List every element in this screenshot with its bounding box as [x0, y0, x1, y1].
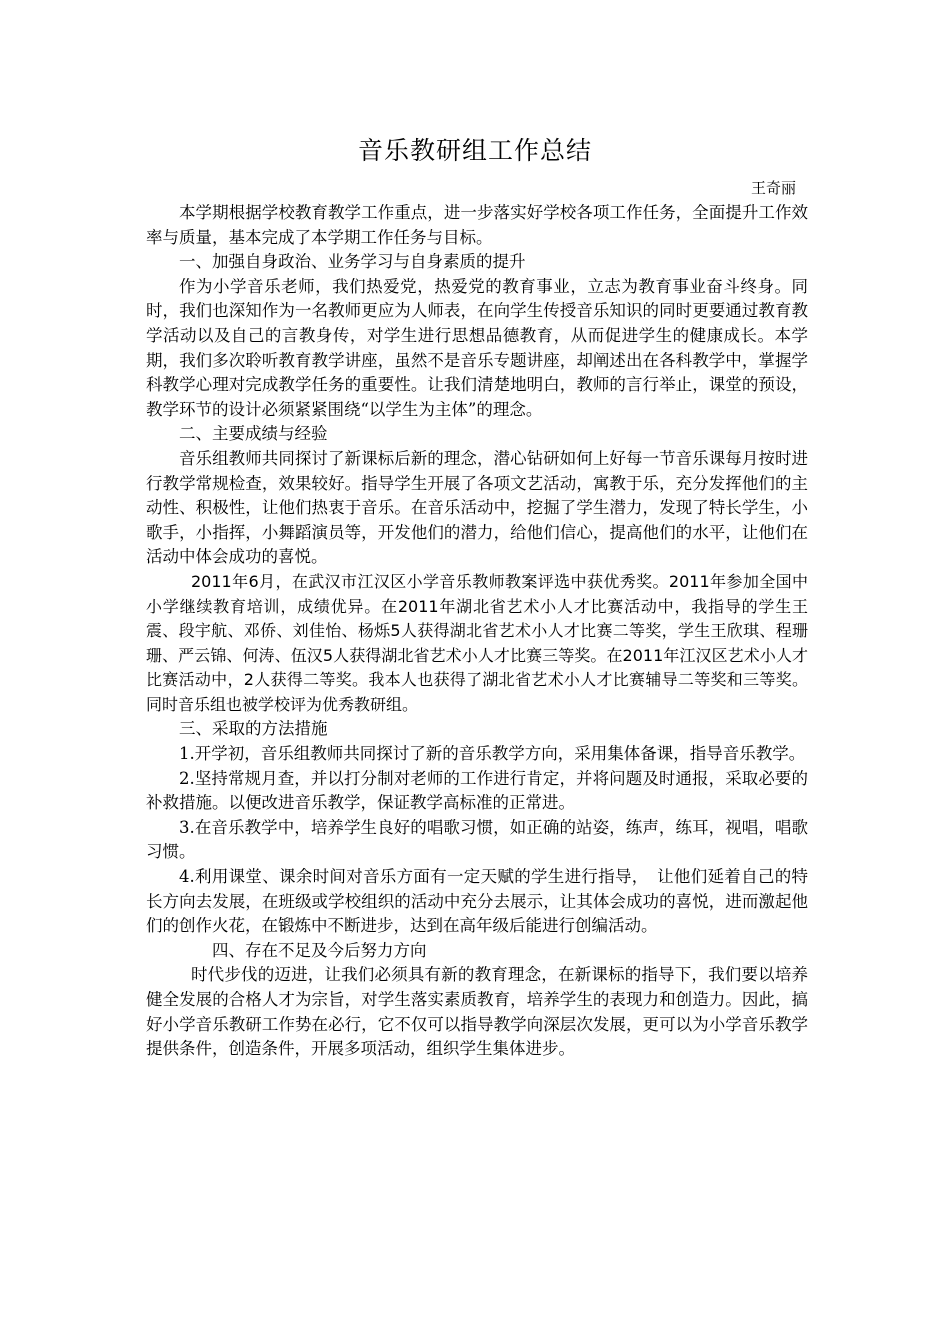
- document-title: 音乐教研组工作总结: [357, 136, 592, 165]
- section-heading-3: 三、采取的方法措施: [179, 719, 328, 739]
- section-heading-2: 二、主要成绩与经验: [179, 424, 328, 444]
- section-1-paragraph: 作为小学音乐老师，我们热爱党，热爱党的教育事业，立志为教育事业奋斗终身。同时，我们也深知作为一名教师更应为人师表，在向学生传授音乐知识的同时更要通过教育教学活动以及自己的言教身传，对学生进行思想品德教育，从而促进学生的健康成长。本学期，我们多次聆听教育教学讲座，虽然不是音乐专题讲座，却阐述出在各科教学中，掌握学科教学心理对完成教学任务的重要性。让我们清楚地明白，教师的言行举止，课堂的预设，教学环节的设计必须紧紧围绕“以学生为主体”的理念。: [146, 276, 808, 419]
- section-4-paragraph: 时代步伐的迈进，让我们必须具有新的教育理念，在新课标的指导下，我们要以培养健全发展的合格人才为宗旨，对学生落实素质教育，培养学生的表现力和创造力。因此，搞好小学音乐教研工作势在必行，它不仅可以指导教学向深层次发展，更可以为小学音乐教学提供条件，创造条件，开展多项活动，组织学生集体进步。: [146, 965, 808, 1059]
- document-body: [146, 201, 808, 1062]
- section-heading-4: 四、存在不足及今后努力方向: [212, 940, 427, 960]
- author-name: 王奇丽: [750, 179, 796, 197]
- measure-item-2: 2.坚持常规月查，并以打分制对老师的工作进行肯定，并将问题及时通报，采取必要的补救措施。以便改进音乐教学，保证教学高标准的正常进。: [146, 768, 808, 813]
- section-heading-1: 一、加强自身政治、业务学习与自身素质的提升: [179, 252, 526, 272]
- section-2-paragraph-2: 2011年6月，在武汉市江汉区小学音乐教师教案评选中获优秀奖。2011年参加全国中小学继续教育培训，成绩优异。在2011年湖北省艺术小人才比赛活动中，我指导的学生王震、段宇航、邓侨、刘佳怡、杨烁5人获得湖北省艺术小人才比赛二等奖，学生王欣琪、程珊珊、严云锦、何涛、伍汉5人获得湖北省艺术小人才比赛三等奖。在2011年江汉区艺术小人才比赛活动中，2人获得二等奖。我本人也获得了湖北省艺术小人才比赛辅导二等奖和三等奖。同时音乐组也被学校评为优秀教研组。: [146, 571, 808, 714]
- measure-item-1: 1.开学初，音乐组教师共同探讨了新的音乐教学方向，采用集体备课，指导音乐教学。: [179, 744, 806, 764]
- measure-item-4: 4.利用课堂、课余时间对音乐方面有一定天赋的学生进行指导， 让他们延着自己的特长方向去发展，在班级或学校组织的活动中充分去展示，让其体会成功的喜悦，进而激起他们的创作火花，在锻炼中不断进步，达到在高年级后能进行创编活动。: [146, 867, 808, 936]
- intro-paragraph: 本学期根据学校教育教学工作重点，进一步落实好学校各项工作任务，全面提升工作效率与质量，基本完成了本学期工作任务与目标。: [146, 203, 808, 247]
- section-2-paragraph-1: 音乐组教师共同探讨了新课标后新的理念，潜心钻研如何上好每一节音乐课每月按时进行教学常规检查，效果较好。指导学生开展了各项文艺活动，寓教于乐，充分发挥他们的主动性、积极性，让他们热衷于音乐。在音乐活动中，挖掘了学生潜力，发现了特长学生，小歌手，小指挥，小舞蹈演员等，开发他们的潜力，给他们信心，提高他们的水平，让他们在活动中体会成功的喜悦。: [146, 448, 808, 567]
- measure-item-3: 3.在音乐教学中，培养学生良好的唱歌习惯，如正确的站姿，练声，练耳，视唱，唱歌习惯。: [146, 817, 808, 862]
